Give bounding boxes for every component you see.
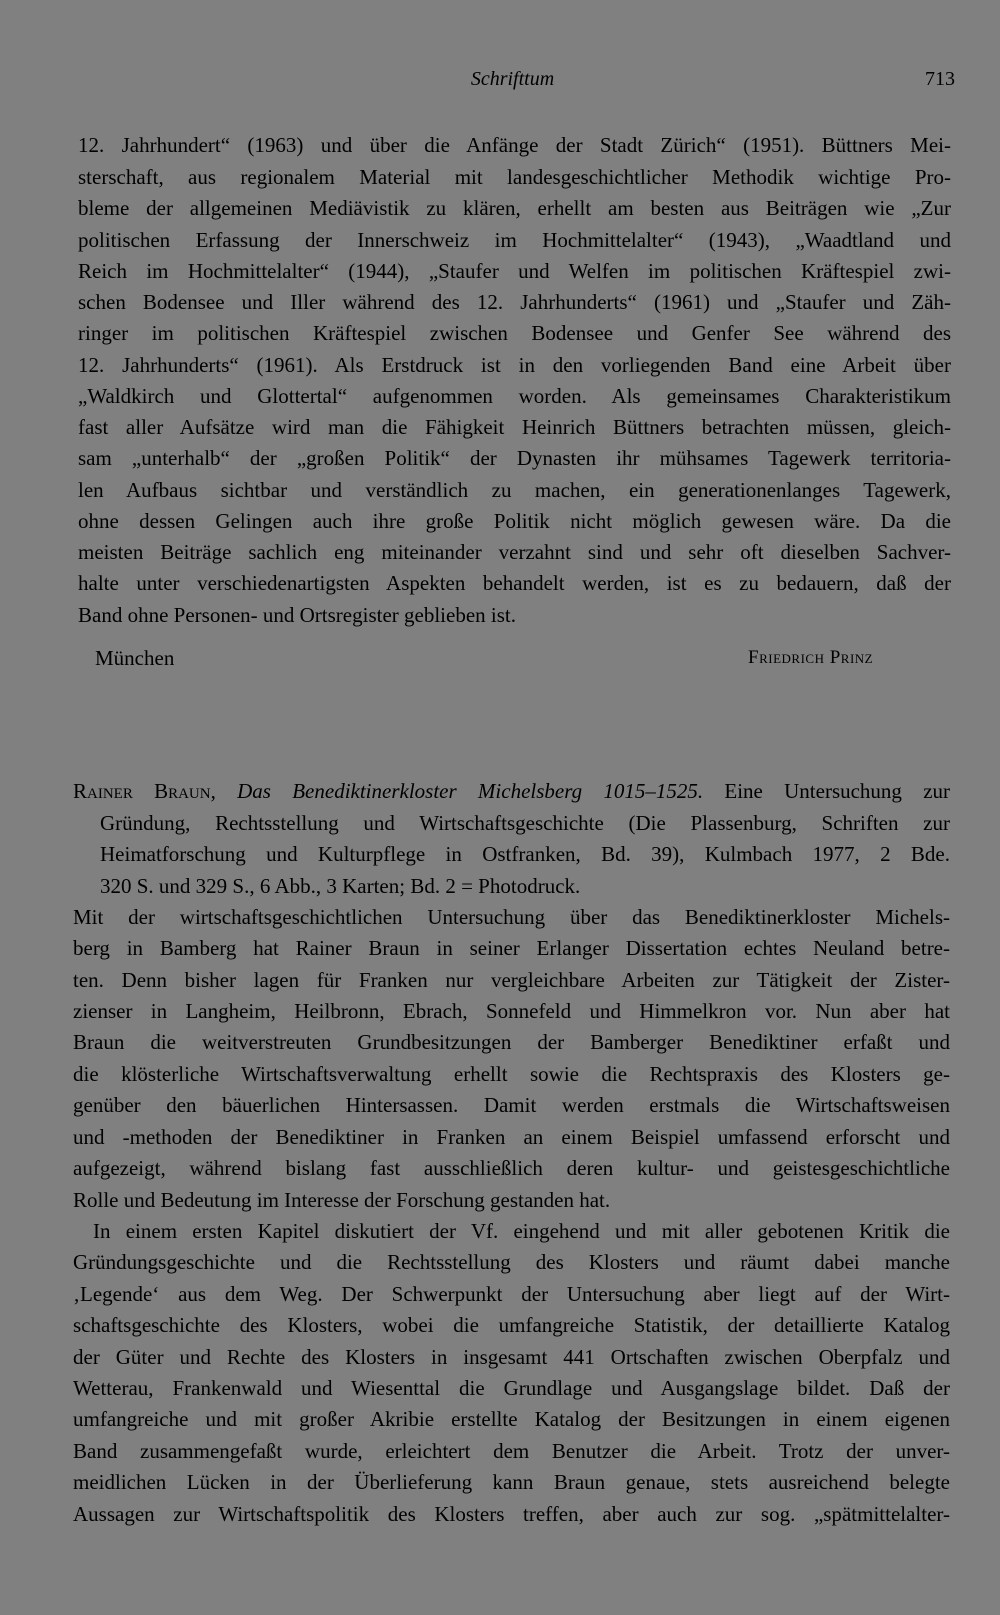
book-title: Das Benediktinerkloster Michelsberg 1015–1525. <box>237 779 704 803</box>
text-line: ohne dessen Gelingen auch ihre große Politik nicht möglich gewesen wäre. Da die <box>78 509 951 533</box>
review-place: München <box>95 646 175 670</box>
text-line: bleme der allgemeinen Mediävistik zu klären, erhellt am besten aus Beiträgen wie „Zur <box>78 196 951 220</box>
text-line: Band ohne Personen- und Ortsregister geblieben ist. <box>78 603 516 627</box>
text-line: ringer im politischen Kräftespiel zwischen Bodensee und Genfer See während des <box>78 321 951 345</box>
text-line: berg in Bamberg hat Rainer Braun in seiner Erlanger Dissertation echtes Neuland betre- <box>73 936 950 960</box>
text-line: schaftsgeschichte des Klosters, wobei die umfangreiche Statistik, der detaillierte Katalog <box>73 1313 950 1337</box>
text-line: politischen Erfassung der Innerschweiz im Hochmittelalter“ (1943), „Waadtland und <box>78 228 951 252</box>
running-title: Schrifttum <box>470 68 555 90</box>
text-line: Aussagen zur Wirtschaftspolitik des Klosters treffen, aber auch zur sog. „spätmittelalter- <box>73 1502 950 1526</box>
text-line: Wetterau, Frankenwald und Wiesenttal die Grundlage und Ausgangslage bildet. Daß der <box>73 1376 950 1400</box>
text-line: „Waldkirch und Glottertal“ aufgenommen worden. Als gemeinsames Charakteristikum <box>78 384 951 408</box>
reviewer-name: Friedrich Prinz <box>748 647 874 668</box>
text-line: fast aller Aufsätze wird man die Fähigkeit Heinrich Büttners betrachten müssen, gleich- <box>78 415 951 439</box>
text-line: aufgezeigt, während bislang fast ausschließlich deren kultur- und geistesgeschichtliche <box>73 1156 950 1180</box>
citation-first-line: Rainer Braun, Das Benediktinerkloster Michelsberg 1015–1525. Eine Untersuchung zur <box>73 779 951 803</box>
text-line: ‚Legende‘ aus dem Weg. Der Schwerpunkt der Untersuchung aber liegt auf der Wirt- <box>73 1282 950 1306</box>
text-line: In einem ersten Kapitel diskutiert der Vf. eingehend und mit aller gebotenen Kritik die <box>93 1219 950 1243</box>
text-line: 12. Jahrhunderts“ (1961). Als Erstdruck ist in den vorliegenden Band eine Arbeit über <box>78 353 951 377</box>
text-line: len Aufbaus sichtbar und verständlich zu machen, ein generationenlanges Tagewerk, <box>78 478 951 502</box>
text-line: 12. Jahrhundert“ (1963) und über die Anfänge der Stadt Zürich“ (1951). Büttners Mei- <box>78 133 951 157</box>
text-line: halte unter verschiedenartigsten Aspekten behandelt werden, ist es zu bedauern, daß der <box>78 571 951 595</box>
text-line: Mit der wirtschaftsgeschichtlichen Untersuchung über das Benediktinerkloster Michels- <box>73 905 950 929</box>
book-author: Rainer Braun <box>73 779 211 803</box>
text-line: meidlichen Lücken in der Überlieferung kann Braun genaue, stets ausreichend belegte <box>73 1470 950 1494</box>
text-line: meisten Beiträge sachlich eng miteinander verzahnt sind und sehr oft dieselben Sachver- <box>78 540 951 564</box>
citation-line: Gründung, Rechtsstellung und Wirtschaftsgeschichte (Die Plassenburg, Schriften zur <box>100 811 950 835</box>
text-line: Gründungsgeschichte und die Rechtsstellung des Klosters und räumt dabei manche <box>73 1250 950 1274</box>
text-line: die klösterliche Wirtschaftsverwaltung erhellt sowie die Rechtspraxis des Klosters ge- <box>73 1062 950 1086</box>
text-line: der Güter und Rechte des Klosters in insgesamt 441 Ortschaften zwischen Oberpfalz und <box>73 1345 950 1369</box>
text-line: umfangreiche und mit großer Akribie erstellte Katalog der Besitzungen in einem eigenen <box>73 1407 950 1431</box>
text-line: sam „unterhalb“ der „großen Politik“ der Dynasten ihr mühsames Tagewerk territoria- <box>78 446 951 470</box>
text-line: ten. Denn bisher lagen für Franken nur vergleichbare Arbeiten zur Tätigkeit der Zister- <box>73 968 950 992</box>
text-line: Reich im Hochmittelalter“ (1944), „Staufer und Welfen im politischen Kräftespiel zwi- <box>78 259 951 283</box>
text-line: zienser in Langheim, Heilbronn, Ebrach, Sonnefeld und Himmelkron vor. Nun aber hat <box>73 999 950 1023</box>
citation-line: Heimatforschung und Kulturpflege in Ostfranken, Bd. 39), Kulmbach 1977, 2 Bde. <box>100 842 950 866</box>
text-line: Braun die weitverstreuten Grundbesitzungen der Bamberger Benediktiner erfaßt und <box>73 1030 950 1054</box>
text-line: sterschaft, aus regionalem Material mit landesgeschichtlicher Methodik wichtige Pro- <box>78 165 951 189</box>
text-line: schen Bodensee und Iller während des 12. Jahrhunderts“ (1961) und „Staufer und Zäh- <box>78 290 951 314</box>
citation-text: Eine Untersuchung zur <box>703 779 951 803</box>
citation-line: 320 S. und 329 S., 6 Abb., 3 Karten; Bd. 2 = Photodruck. <box>100 874 581 898</box>
text-line: genüber den bäuerlichen Hintersassen. Damit werden erstmals die Wirtschaftsweisen <box>73 1093 950 1117</box>
text-line: Band zusammengefaßt wurde, erleichtert dem Benutzer die Arbeit. Trotz der unver- <box>73 1439 950 1463</box>
running-header <box>70 66 955 96</box>
page-number: 713 <box>925 68 955 90</box>
text-line: Rolle und Bedeutung im Interesse der Forschung gestanden hat. <box>73 1188 611 1212</box>
text-line: und -methoden der Benediktiner in Franken an einem Beispiel umfassend erforscht und <box>73 1125 950 1149</box>
